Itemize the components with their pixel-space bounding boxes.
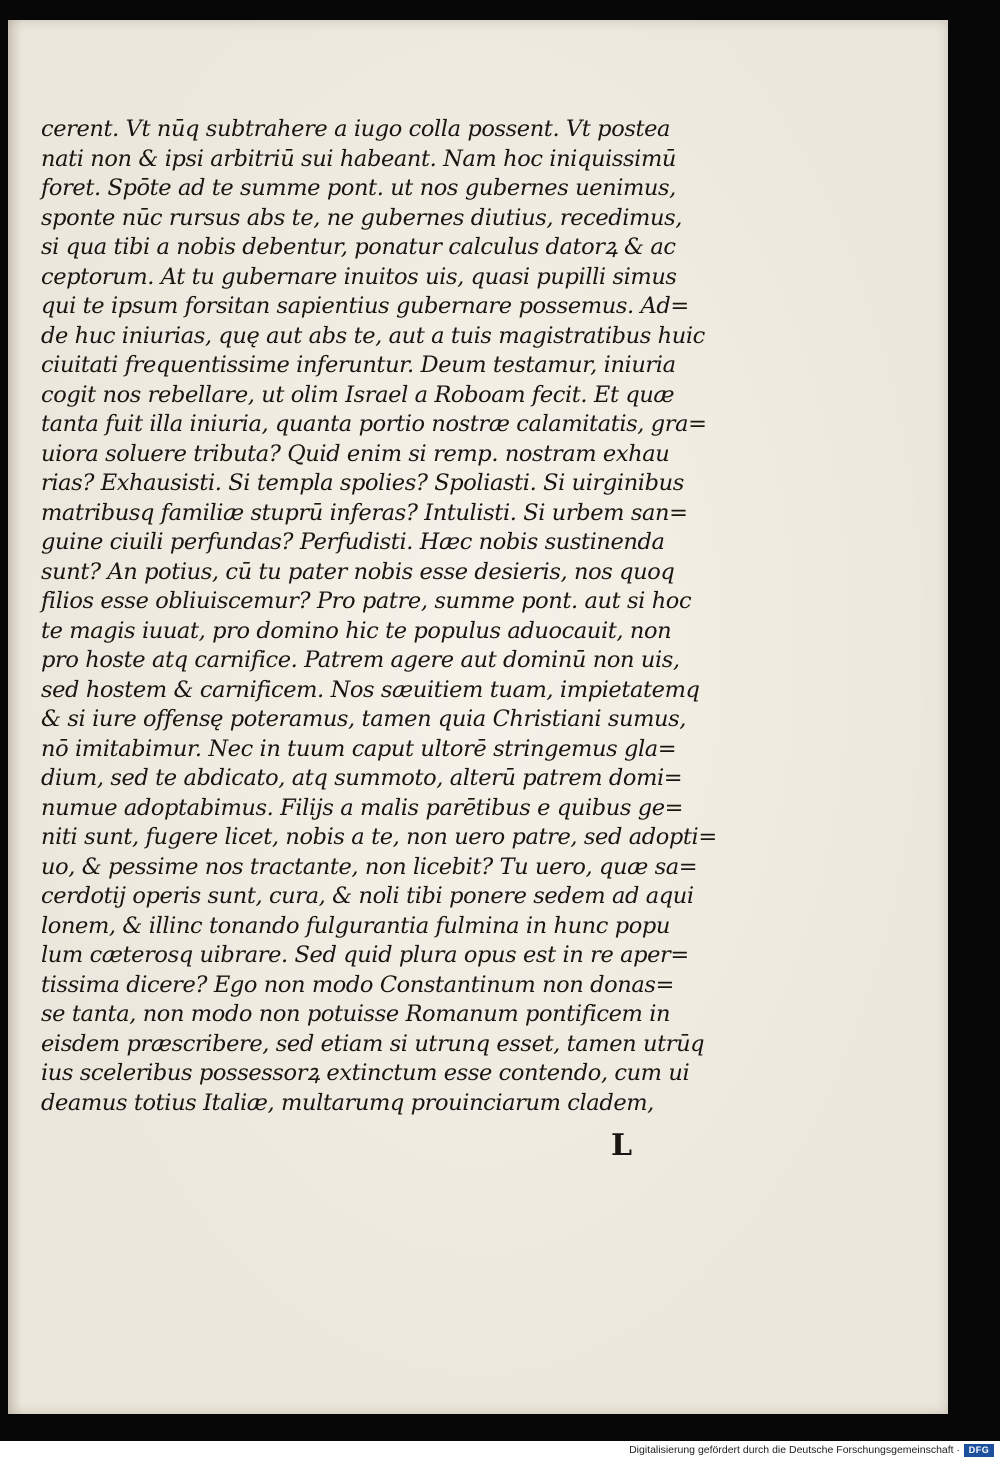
text-line: ius sceleribus possessorꝝ extinctum esse contendo, cum ui	[41, 1060, 690, 1086]
text-line: lonem, & illinc tonando fulgurantia fulmina in hunc popu	[41, 912, 670, 939]
text-line: lum cæterosq uibrare. Sed quid plura opus est in re aper=	[41, 942, 689, 968]
text-line: foret. Spōte ad te summe pont. ut nos gubernes uenimus,	[41, 175, 676, 201]
text-line: cerent. Vt nūq subtrahere a iugo colla possent. Vt postea	[41, 116, 671, 142]
dfg-logo: DFG	[964, 1444, 994, 1457]
text-line: uo, & pessime nos tractante, non licebit? Tu uero, quæ sa=	[41, 853, 698, 880]
text-line: de huc iniurias, quę aut abs te, aut a tuis magistratibus huic	[41, 322, 705, 349]
text-line: sponte nūc rursus abs te, ne gubernes diutius, recedimus,	[41, 204, 682, 231]
text-line: rias? Exhausisti. Si templa spolies? Spoliasti. Si uirginibus	[41, 470, 684, 496]
text-line: eisdem præscribere, sed etiam si utrunq esset, tamen utrūq	[41, 1030, 705, 1057]
text-line: cogit nos rebellare, ut olim Israel a Roboam fecit. Et quæ	[41, 381, 675, 408]
text-line: dium, sed te abdicato, atq summoto, alterū patrem domi=	[41, 765, 683, 791]
footer-credit: Digitalisierung gefördert durch die Deutsche Forschungsgemeinschaft ·	[629, 1444, 960, 1456]
text-line: ciuitati frequentissime inferuntur. Deum testamur, iniuria	[41, 352, 676, 378]
text-line: deamus totius Italiæ, multarumq prouinciarum cladem,	[41, 1089, 654, 1116]
text-line: nō imitabimur. Nec in tuum caput ultorē stringemus gla=	[41, 735, 677, 762]
text-line: filios esse obliuiscemur? Pro patre, summe pont. aut si hoc	[41, 588, 692, 614]
text-line: nati non & ipsi arbitriū sui habeant. Nam hoc iniquissimū	[41, 145, 676, 172]
text-line: qui te ipsum forsitan sapientius gubernare possemus. Ad=	[41, 293, 689, 319]
text-line: numue adoptabimus. Filijs a malis parētibus e quibus ge=	[41, 794, 684, 821]
text-line: se tanta, non modo non potuisse Romanum pontificem in	[41, 1001, 671, 1027]
text-line: & si iure offensę poteramus, tamen quia Christiani sumus,	[41, 706, 687, 732]
text-line: si qua tibi a nobis debentur, ponatur calculus datorꝝ & ac	[41, 234, 676, 260]
text-line: ceptorum. At tu gubernare inuitos uis, quasi pupilli simus	[41, 263, 677, 290]
text-line: guine ciuili perfundas? Perfudisti. Hæc nobis sustinenda	[41, 529, 665, 555]
document-page	[8, 20, 948, 1414]
footer-bar	[0, 1441, 1000, 1461]
text-line: tanta fuit illa iniuria, quanta portio nostræ calamitatis, gra=	[41, 411, 707, 437]
text-line: cerdotij operis sunt, cura, & noli tibi ponere sedem ad aqui	[41, 883, 694, 909]
text-line: pro hoste atq carnifice. Patrem agere aut dominū non uis,	[41, 647, 680, 673]
text-line: te magis iuuat, pro domino hic te populus aduocauit, non	[41, 617, 672, 644]
text-line: matribusq familiæ stuprū inferas? Intulisti. Si urbem san=	[41, 499, 688, 526]
signature-mark: L	[611, 1128, 633, 1163]
text-block	[41, 115, 721, 1118]
text-line: tissima dicere? Ego non modo Constantinum non donas=	[41, 971, 675, 998]
text-line: uiora soluere tributa? Quid enim si remp. nostram exhau	[41, 440, 670, 467]
text-line: niti sunt, fugere licet, nobis a te, non uero patre, sed adopti=	[41, 824, 717, 850]
text-line: sunt? An potius, cū tu pater nobis esse desieris, nos quoq	[41, 558, 675, 585]
text-line: sed hostem & carnificem. Nos sæuitiem tuam, impietatemq	[41, 676, 700, 703]
